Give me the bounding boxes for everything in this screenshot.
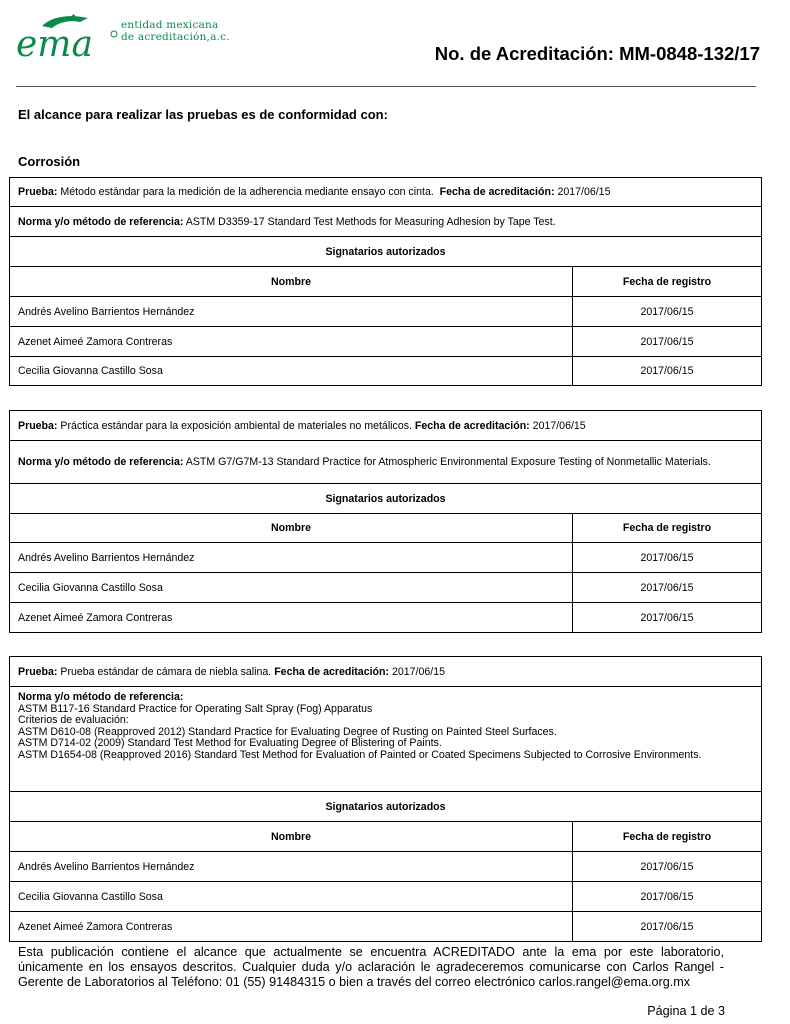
scope-intro: El alcance para realizar las pruebas es de conformidad con: xyxy=(18,107,388,122)
section-title: Corrosión xyxy=(18,154,81,169)
col-fecha-registro: Fecha de registro xyxy=(573,822,762,852)
prueba-row: Prueba: Prueba estándar de cámara de niebla salina. Fecha de acreditación: 2017/06/15 xyxy=(10,657,762,687)
table-row: Cecilia Giovanna Castillo Sosa 2017/06/15 xyxy=(10,882,762,912)
signatarios-header: Signatarios autorizados xyxy=(10,484,762,514)
col-fecha-registro: Fecha de registro xyxy=(573,267,762,297)
norma-row: Norma y/o método de referencia: ASTM D3359-17 Standard Test Methods for Measuring Adhesion by Tape Test. xyxy=(10,207,762,237)
prueba-row: Prueba: Práctica estándar para la exposición ambiental de materiales no metálicos. Fecha de acreditación: 2017/06/15 xyxy=(10,411,762,441)
col-nombre: Nombre xyxy=(10,822,573,852)
page-number: Página 1 de 3 xyxy=(647,1004,725,1018)
table-row: Andrés Avelino Barrientos Hernández 2017/06/15 xyxy=(10,543,762,573)
table-row: Cecilia Giovanna Castillo Sosa 2017/06/15 xyxy=(10,357,762,386)
signatarios-header: Signatarios autorizados xyxy=(10,792,762,822)
table-row: Azenet Aimeé Zamora Contreras 2017/06/15 xyxy=(10,912,762,942)
table-row: Azenet Aimeé Zamora Contreras 2017/06/15 xyxy=(10,603,762,633)
norma-row: Norma y/o método de referencia: ASTM G7/G7M-13 Standard Practice for Atmospheric Environmental Exposure Testing of Nonmetallic Materials. xyxy=(10,441,762,484)
col-nombre: Nombre xyxy=(10,267,573,297)
test-block-1 xyxy=(9,177,762,386)
norma-row: Norma y/o método de referencia: ASTM B117-16 Standard Practice for Operating Salt Spray (Fog) Apparatus Criterios de evaluación: ASTM D610-08 (Reapproved 2012) Standard Practice for Evaluating Degree of Rusting on Painted Steel Surfaces. ASTM D714-02 (2009) Standard Test Method for Evaluating Degree of Blistering of Paints. ASTM D1654-08 (Reapproved 2016) Standard Test Method for Evaluation of Painted or Coated Specimens Subjected to Corrosive Environments. xyxy=(10,687,762,792)
col-fecha-registro: Fecha de registro xyxy=(573,514,762,543)
table-row: Cecilia Giovanna Castillo Sosa 2017/06/15 xyxy=(10,573,762,603)
accreditation-number: No. de Acreditación: MM-0848-132/17 xyxy=(434,43,760,64)
table-row: Andrés Avelino Barrientos Hernández 2017/06/15 xyxy=(10,852,762,882)
prueba-row: Prueba: Método estándar para la medición de la adherencia mediante ensayo con cinta. Fecha de acreditación: 2017/06/15 xyxy=(10,178,762,207)
logo-text-line2: de acreditación,a.c. xyxy=(121,31,230,43)
signatarios-header: Signatarios autorizados xyxy=(10,237,762,267)
col-nombre: Nombre xyxy=(10,514,573,543)
header-divider xyxy=(16,86,756,87)
table-row: Andrés Avelino Barrientos Hernández 2017/06/15 xyxy=(10,297,762,327)
logo-text-line1: entidad mexicana xyxy=(121,19,219,31)
svg-text:ema: ema xyxy=(16,24,93,62)
test-block-2 xyxy=(9,410,762,633)
table-row: Azenet Aimeé Zamora Contreras 2017/06/15 xyxy=(10,327,762,357)
test-block-3 xyxy=(9,656,762,942)
footer-notice: Esta publicación contiene el alcance que actualmente se encuentra ACREDITADO ante la ema por este laboratorio, únicamente en los ensayos descritos. Cualquier duda y/o aclaración le agradeceremos comunicarse con Carlos Rangel - Gerente de Laboratorios al Teléfono: 01 (55) 91484315 o bien a través del correo electrónico carlos.rangel@ema.org.mx xyxy=(18,945,724,989)
page-header xyxy=(0,0,790,90)
